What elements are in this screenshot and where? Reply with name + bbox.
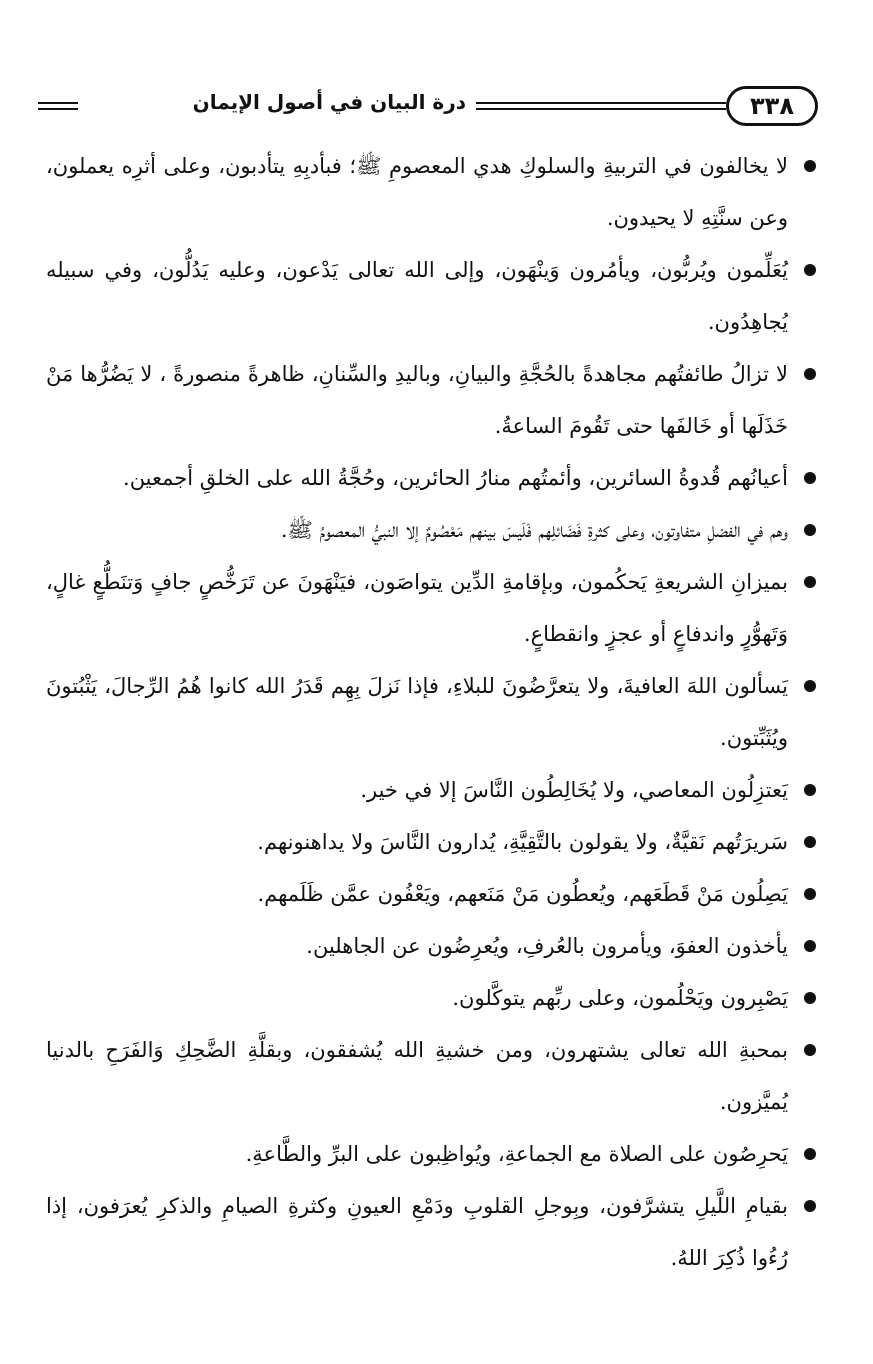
list-item-text: يَحرِصُون على الصلاة مع الجماعةِ، ويُواظِبون على البرِّ والطَّاعةِ. <box>245 1142 788 1166</box>
list-item <box>46 816 818 868</box>
list-item <box>46 868 818 920</box>
list-item-text: يُعَلِّمون ويُربُّون، ويأمُرون وَينْهَون، وإلى الله تعالى يَدْعون، وعليه يَدُلُّون، وفي سبيله يُجاهِدُون. <box>46 258 788 334</box>
list-item <box>46 1128 818 1180</box>
bullet-icon <box>804 680 816 692</box>
list-item-text: أعيانُهم قُدوةُ السائرين، وأئمتُهم منارُ الحائرين، وحُجَّةُ الله على الخلقِ أجمعين. <box>123 466 788 490</box>
bullet-icon <box>804 940 816 952</box>
bullet-icon <box>804 888 816 900</box>
list-item-text: يَعتزِلُون المعاصي، ولا يُخَالِطُون النَّاسَ إلا في خير. <box>360 778 788 802</box>
page-number: ٣٣٨ <box>726 86 818 126</box>
book-title: درة البيان في أصول الإيمان <box>192 90 466 114</box>
list-item <box>46 556 818 660</box>
list-item-text: يَسألون اللهَ العافيةَ، ولا يتعرَّضُونَ للبلاءِ، فإذا نَزلَ بِهِم قَدَرُ الله كانوا هُمُ الرِّجالَ، يَثْبُتونَ ويُثَبِّتون. <box>46 674 788 750</box>
list-item <box>46 972 818 1024</box>
bullet-icon <box>804 160 816 172</box>
page-header <box>38 82 818 132</box>
bullet-icon <box>804 524 816 536</box>
list-item-text: بقيامِ اللَّيلِ يتشرَّفون، وبِوجلِ القلوبِ ودَمْعِ العيونِ وكثرةِ الصيامِ والذكرِ يُعرَفون، إذا رُءُوا ذُكِرَ اللهُ. <box>46 1194 788 1270</box>
bullet-icon <box>804 836 816 848</box>
list-item-text: بمحبةِ الله تعالى يشتهرون، ومن خشيةِ الله يُشفقون، وبقلَّةِ الضَّحِكِ وَالفَرَحِ بالدنيا يُميَّزون. <box>46 1038 788 1114</box>
bullet-icon <box>804 576 816 588</box>
list-item-text: بميزانِ الشريعةِ يَحكُمون، وبإقامةِ الدِّين يتواصَون، فيَنْهَونَ عن تَرَخُّصٍ جافٍ وَتنَطُّعٍ غالٍ، وَتَهوُّرٍ واندفاعٍ أو عجزٍ وانقطاعٍ. <box>46 570 788 646</box>
bullet-list <box>46 140 818 1284</box>
list-item-text: يَصِلُون مَنْ قَطَعَهم، ويُعطُون مَنْ مَنَعهم، ويَعْفُون عمَّن ظَلَمهم. <box>257 882 788 906</box>
list-item <box>46 920 818 972</box>
bullet-icon <box>804 264 816 276</box>
bullet-icon <box>804 992 816 1004</box>
list-item <box>46 660 818 764</box>
list-item <box>46 244 818 348</box>
header-rule-left <box>38 102 78 110</box>
list-item-text: سَريرَتُهم نَقيَّةٌ، ولا يقولون بالتَّقِيَّةِ، يُدارون النَّاسَ ولا يداهنونهم. <box>257 830 788 854</box>
list-item-text: يأخذون العفوَ، ويأمرون بالعُرفِ، ويُعرِضُون عن الجاهلين. <box>306 934 788 958</box>
bullet-icon <box>804 1200 816 1212</box>
header-rule-right <box>476 102 726 110</box>
list-item <box>46 140 818 244</box>
bullet-icon <box>804 472 816 484</box>
list-item <box>46 1024 818 1128</box>
list-item <box>46 764 818 816</box>
list-item-text: لا يخالفون في التربيةِ والسلوكِ هدي المعصومِ ﷺ؛ فبأدبِهِ يتأدبون، وعلى أثرِه يعملون، وعن سنَّتِهِ لا يحيدون. <box>46 154 788 230</box>
bullet-icon <box>804 784 816 796</box>
list-item-text: لا تزالُ طائفتُهم مجاهدةً بالحُجَّةِ والبيانِ، وباليدِ والسِّنانِ، ظاهرةً منصورةً ، لا يَضُرُّها مَنْ خَذَلَها أو خَالفَها حتى تَقُومَ الساعةُ. <box>46 362 788 438</box>
list-item-text: يَصْبِرون ويَحْلُمون، وعلى ربِّهم يتوكَّلون. <box>452 986 788 1010</box>
list-item-text: وهم في الفضلِ متفاوتون، وعلى كثرةِ فَضَائلِهم فَلَيسَ بينهم مَعْصُومٌ إلا النبيُّ المعصومُ ﷺ. <box>280 518 788 542</box>
list-item <box>46 348 818 452</box>
bullet-icon <box>804 1148 816 1160</box>
list-item <box>46 1180 818 1284</box>
bullet-icon <box>804 368 816 380</box>
bullet-icon <box>804 1044 816 1056</box>
list-item <box>46 452 818 504</box>
list-item <box>46 504 818 556</box>
